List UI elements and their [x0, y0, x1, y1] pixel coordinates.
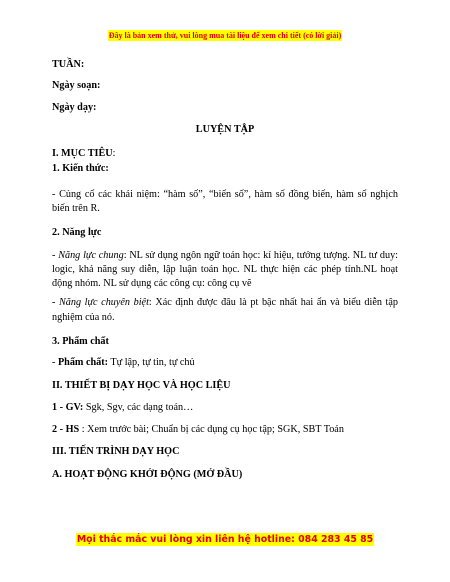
hotline-footer [0, 534, 450, 545]
preview-banner [0, 25, 450, 43]
specific-competency-label: Năng lực chuyên biệt [59, 297, 149, 309]
general-competency-text [52, 249, 398, 292]
week-label: TUẦN: [52, 59, 85, 70]
prep-date-label: Ngày soạn: [52, 80, 101, 92]
lesson-title: LUYỆN TẬP [195, 123, 255, 135]
specific-competency-body: : Xác định được đâu là pt bậc nhất hai ẩn và biểu diễn tập nghiệm của nó. [52, 297, 398, 323]
section-process-heading: III. TIẾN TRÌNH DẠY HỌC [52, 446, 180, 458]
teacher-materials [52, 401, 398, 415]
student-label: 2 - HS [52, 424, 80, 436]
general-competency-label: Năng lực chung [58, 249, 124, 261]
student-materials-text: : Xem trước bài; Chuẩn bị các dụng cụ học tập; SGK, SBT Toán [79, 424, 344, 436]
specific-competency-text [52, 296, 398, 325]
competency-heading: 2. Năng lực [52, 227, 102, 239]
quality-dash: - [52, 357, 58, 369]
teach-date-label: Ngày dạy: [52, 101, 97, 113]
student-materials [52, 423, 398, 437]
section-objectives-heading [52, 147, 398, 161]
preview-banner-text: Đây là bản xem thử, vui lòng mua tài liệu để xem chi tiết (có lời giải) [108, 31, 342, 40]
teacher-materials-text: Sgk, Sgv, các dạng toán… [83, 401, 194, 413]
quality-body: Tự lập, tự tin, tự chủ [108, 357, 195, 369]
section-equipment-heading: II. THIẾT BỊ DẠY HỌC VÀ HỌC LIỆU [52, 379, 231, 391]
knowledge-heading: 1. Kiến thức: [52, 163, 109, 175]
hotline-footer-text: Mọi thắc mắc vui lòng xin liên hệ hotline: 084 283 45 85 [76, 534, 374, 545]
section-objectives-heading-text: I. MỤC TIÊU [52, 148, 113, 160]
quality-label: Phẩm chất: [57, 357, 109, 369]
quality-heading: 3. Phẩm chất [52, 335, 109, 347]
warmup-activity-heading: A. HOẠT ĐỘNG KHỞI ĐỘNG (MỞ ĐẦU) [52, 468, 243, 480]
general-competency-dash: - [52, 249, 59, 261]
knowledge-text: - Củng cố các khái niệm: “hàm số”, “biến số”, hàm số đồng biến, hàm số nghịch biến trên R. [52, 188, 398, 214]
quality-text [52, 356, 398, 370]
teacher-label: 1 - GV: [52, 401, 84, 413]
document-body [52, 58, 398, 482]
section-objectives-colon: : [112, 148, 116, 160]
general-competency-body: : NL sử dụng ngôn ngữ toán học: kí hiệu, tưởng tượng. NL tư duy: logic, khả năng suy diễn, lập luận toán học. NL thực hiện các phép tính.NL hoạt động nhóm. NL sử dụng các công cụ: công cụ vẽ [52, 249, 398, 290]
specific-competency-dash: - [52, 297, 59, 309]
